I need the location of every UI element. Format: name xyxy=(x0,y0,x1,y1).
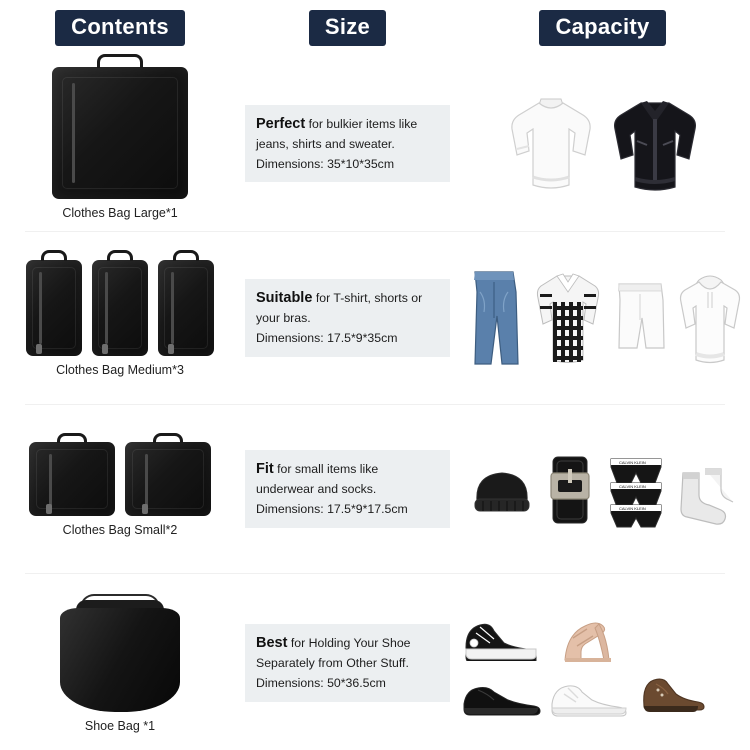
black-sneaker-icon xyxy=(458,613,544,661)
black-leather-jacket-icon xyxy=(607,89,703,199)
row-small xyxy=(0,405,750,573)
bag-handle-icon xyxy=(173,250,199,261)
bag-zipper-icon xyxy=(39,272,42,344)
capacity-items-shoe xyxy=(458,606,748,720)
contents-large xyxy=(0,67,240,220)
header-size xyxy=(240,10,455,46)
bag-zipper-icon xyxy=(171,272,174,344)
header-contents-label: Contents xyxy=(55,10,185,46)
bag-handle-icon xyxy=(41,250,67,261)
clothes-bag-medium-group xyxy=(26,260,214,356)
clothes-bag-large-icon xyxy=(52,67,188,199)
boxer-briefs-icon xyxy=(605,449,667,529)
clothes-bag-medium-icon xyxy=(26,260,82,356)
bag-zipper-pull-icon xyxy=(102,344,108,354)
size-medium xyxy=(240,279,455,356)
plaid-shirt-icon xyxy=(533,266,603,370)
size-desc-small: for small items like underwear and socks. xyxy=(256,462,379,497)
header-capacity xyxy=(455,10,750,46)
size-dims-shoe: Dimensions: 50*36.5cm xyxy=(256,676,386,691)
size-lead-shoe: Best xyxy=(256,635,288,652)
bag-panel xyxy=(132,449,204,509)
bag-zipper-icon xyxy=(49,454,52,506)
clothes-bag-medium-icon xyxy=(92,260,148,356)
bag-zipper-pull-icon xyxy=(46,504,52,514)
header-capacity-label: Capacity xyxy=(539,10,665,46)
size-shoe xyxy=(240,624,455,701)
bag-handle-icon xyxy=(57,433,87,443)
shoe-bag-icon xyxy=(60,594,180,712)
bag-handle-icon xyxy=(107,250,133,261)
white-running-shoe-icon xyxy=(546,674,632,718)
brown-chukka-boot-icon xyxy=(634,672,706,720)
size-dims-small: Dimensions: 17.5*9*17.5cm xyxy=(256,502,408,517)
clothes-bag-small-group xyxy=(29,442,211,516)
bag-zipper-icon xyxy=(105,272,108,344)
capacity-items-large xyxy=(458,89,748,199)
size-box-shoe xyxy=(245,624,450,701)
size-desc-shoe: for Holding Your Shoe Separately from Other Stuff. xyxy=(256,636,411,671)
size-dims-large: Dimensions: 35*10*35cm xyxy=(256,156,395,171)
size-lead-medium: Suitable xyxy=(256,290,313,307)
clothes-bag-medium-icon xyxy=(158,260,214,356)
size-small xyxy=(240,450,455,527)
size-box-medium xyxy=(245,279,450,356)
size-lead-large: Perfect xyxy=(256,115,306,132)
bag-handle-icon xyxy=(97,54,143,68)
bag-zipper-icon xyxy=(145,454,148,506)
header xyxy=(0,0,750,56)
header-size-label: Size xyxy=(309,10,386,46)
row-medium xyxy=(0,232,750,404)
size-dims-medium: Dimensions: 17.5*9*35cm xyxy=(256,331,398,346)
bag-zipper-icon xyxy=(72,83,75,183)
caption-shoe: Shoe Bag *1 xyxy=(84,718,156,733)
nude-heel-icon xyxy=(559,606,619,668)
bag-panel xyxy=(62,77,178,189)
row-shoe xyxy=(0,574,750,750)
bag-zipper-pull-icon xyxy=(168,344,174,354)
clothes-bag-small-icon xyxy=(29,442,115,516)
capacity-small xyxy=(455,449,750,529)
row-large xyxy=(0,56,750,231)
clothes-bag-small-icon xyxy=(125,442,211,516)
caption-medium: Clothes Bag Medium*3 xyxy=(56,362,184,377)
header-contents xyxy=(0,10,240,46)
contents-small xyxy=(0,442,240,537)
bag-zipper-pull-icon xyxy=(142,504,148,514)
svg-text:CALVIN KLEIN: CALVIN KLEIN xyxy=(618,459,646,465)
contents-shoe xyxy=(0,594,240,733)
bag-handle-icon xyxy=(153,433,183,443)
ankle-socks-icon xyxy=(675,463,737,529)
leather-belt-icon xyxy=(543,451,597,529)
white-hoodie-icon xyxy=(677,266,743,370)
capacity-medium xyxy=(455,266,750,370)
bag-panel xyxy=(36,449,108,509)
size-lead-small: Fit xyxy=(256,461,274,478)
svg-text:CALVIN KLEIN: CALVIN KLEIN xyxy=(618,505,646,511)
capacity-items-small xyxy=(458,449,748,529)
size-box-small xyxy=(245,450,450,527)
bag-zipper-pull-icon xyxy=(36,344,42,354)
capacity-items-medium xyxy=(458,266,748,370)
capacity-large xyxy=(455,89,750,199)
bag-body xyxy=(60,608,180,712)
size-large xyxy=(240,105,455,182)
white-sweater-icon xyxy=(503,89,599,199)
caption-small: Clothes Bag Small*2 xyxy=(62,522,178,537)
svg-text:CALVIN KLEIN: CALVIN KLEIN xyxy=(618,483,646,489)
size-box-large xyxy=(245,105,450,182)
black-dress-shoe-icon xyxy=(458,674,544,718)
size-desc-medium: for T-shirt, shorts or your bras. xyxy=(256,291,423,326)
caption-large: Clothes Bag Large*1 xyxy=(62,206,178,220)
size-desc-large: for bulkier items like jeans, shirts and sweater. xyxy=(256,116,418,151)
black-beanie-icon xyxy=(469,457,535,529)
blue-jeans-icon xyxy=(463,266,525,370)
contents-medium xyxy=(0,260,240,377)
white-shorts-icon xyxy=(611,266,669,370)
capacity-shoe xyxy=(455,606,750,720)
